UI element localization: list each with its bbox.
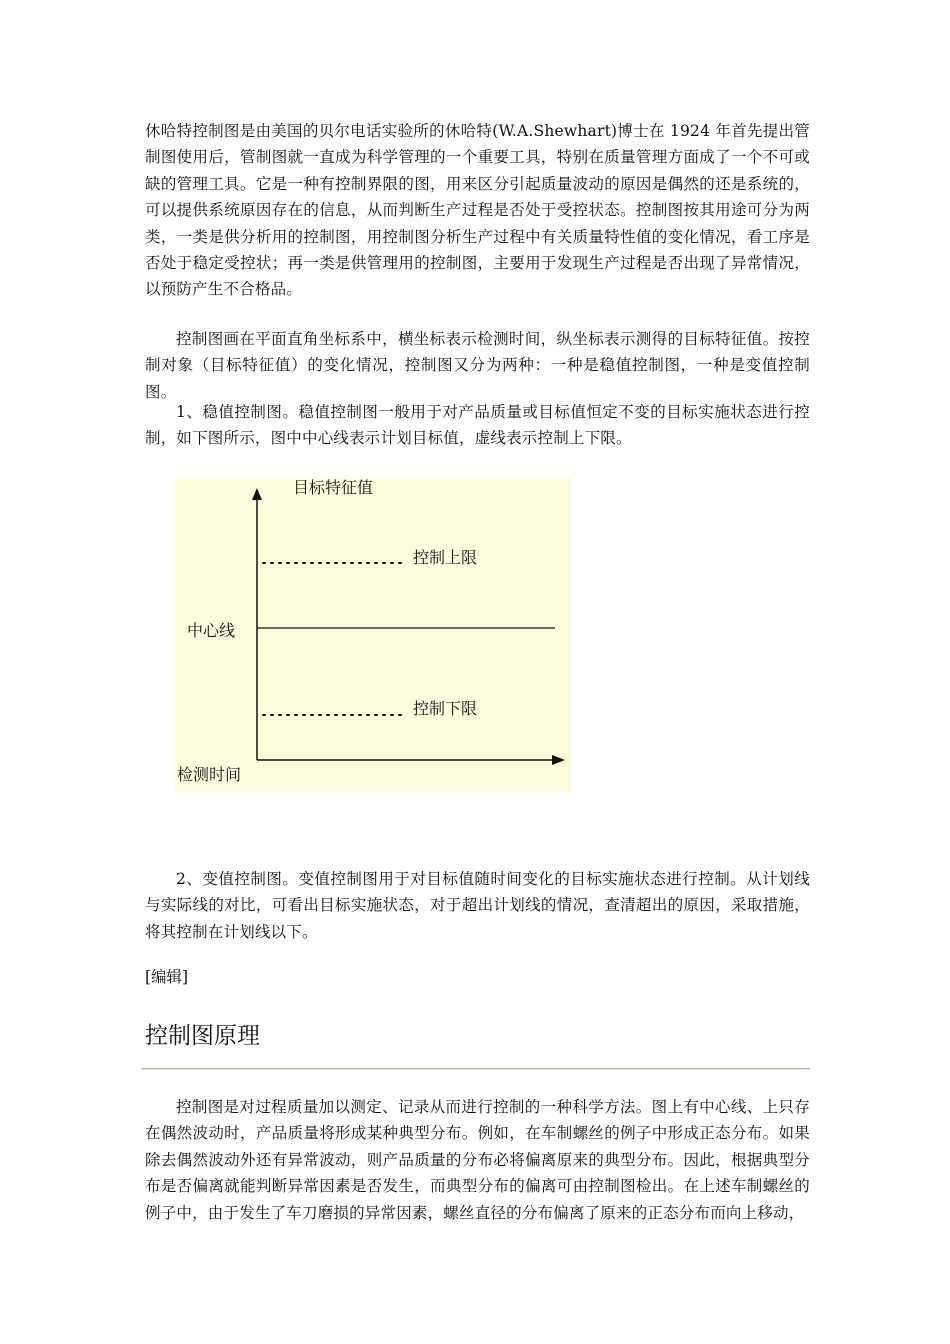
paragraph-stable-control-chart: 1、稳值控制图。稳值控制图一般用于对产品质量或目标值恒定不变的目标实施状态进行控制，如下图所示，图中中心线表示计划目标值，虚线表示控制上下限。 xyxy=(145,403,810,448)
center-line-label: 中心线 xyxy=(187,621,236,640)
lower-control-limit-label: 控制下限 xyxy=(413,699,478,718)
upper-control-limit-label: 控制上限 xyxy=(413,548,478,567)
section-divider xyxy=(141,1068,810,1070)
paragraph-principle: 控制图是对过程质量加以测定、记录从而进行控制的一种科学方法。图上有中心线、上只存在偶然波动时，产品质量将形成某种典型分布。例如，在车制螺丝的例子中形成正态分布。如果除去偶然波动外还有异常波动，则产品质量的分布必将偏离原来的典型分布。因此，根据典型分布是否偏离就能判断异常因素是否发生，而典型分布的偏离可由控制图检出。在上述车制螺丝的例子中，由于发生了车刀磨损的异常因素，螺丝直径的分布偏离了原来的正态分布而向上移动， xyxy=(145,1098,810,1222)
section-heading: 控制图原理 xyxy=(145,1023,260,1049)
paragraph-variable-control-chart: 2、变值控制图。变值控制图用于对目标值随时间变化的目标实施状态进行控制。从计划线与实际线的对比，可看出目标实施状态，对于超出计划线的情况，查清超出的原因，采取措施，将其控制在计划线以下。 xyxy=(145,870,810,941)
paragraph-coordinate: 控制图画在平面直角坐标系中，横坐标表示检测时间，纵坐标表示测得的目标特征值。按控制对象（目标特征值）的变化情况，控制图又分为两种：一种是稳值控制图，一种是变值控制图。 xyxy=(145,330,810,401)
y-axis-arrow-icon xyxy=(252,488,262,500)
x-axis-arrow-icon xyxy=(552,755,565,765)
stable-control-chart-diagram xyxy=(175,478,571,792)
y-axis-label: 目标特征值 xyxy=(293,478,374,497)
paragraph-intro: 休哈特控制图是由美国的贝尔电话实验所的休哈特(W.A.Shewhart)博士在 1924 年首先提出管制图使用后，管制图就一直成为科学管理的一个重要工具，特别在质量管理方面成了一个不可或缺的管理工具。它是一种有控制界限的图，用来区分引起质量波动的原因是偶然的还是系统的，可以提供系统原因存在的信息，从而判断生产过程是否处于受控状态。控制图按其用途可分为两类，一类是供分析用的控制图，用控制图分析生产过程中有关质量特性值的变化情况，看工序是否处于稳定受控状；再一类是供管理用的控制图，主要用于发现生产过程是否出现了异常情况，以预防产生不合格品。 xyxy=(145,122,810,299)
edit-link[interactable]: [编辑] xyxy=(145,968,189,986)
x-axis-label: 检测时间 xyxy=(177,765,242,784)
